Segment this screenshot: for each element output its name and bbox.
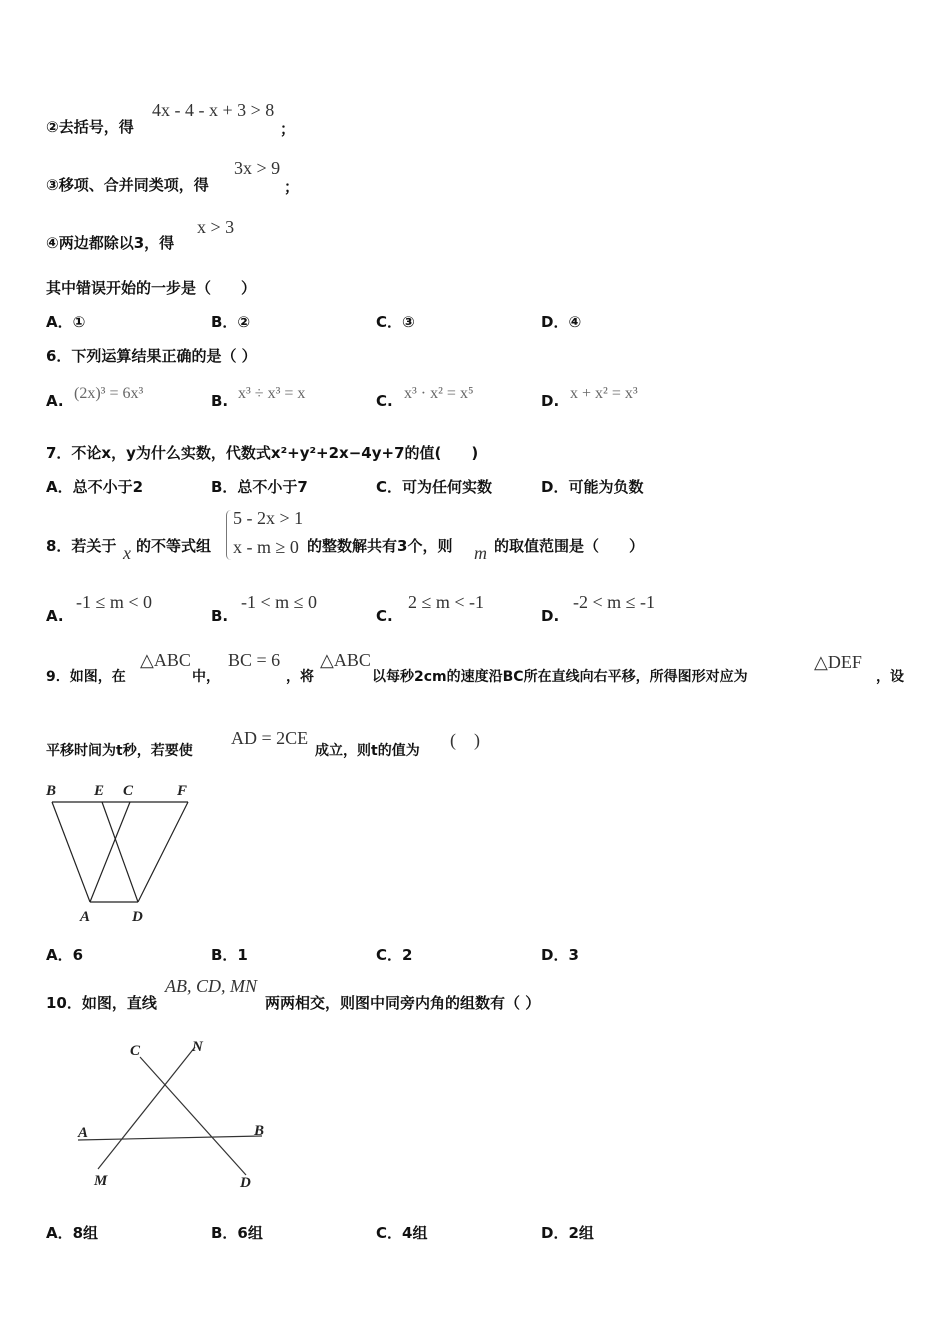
q8-ineq1: 5 - 2x > 1	[233, 508, 304, 528]
q8-option-d-label[interactable]: D.	[541, 607, 560, 625]
q6-option-c[interactable]: x³ · x² = x⁵	[404, 385, 474, 402]
q6-option-d[interactable]: x + x² = x³	[570, 385, 638, 402]
q9-option-b[interactable]: B．1	[211, 946, 248, 964]
q9-math2: BC = 6	[228, 650, 281, 670]
label-c: C	[130, 1043, 141, 1059]
q5-step3-end: ；	[284, 178, 300, 196]
q9-math3: △ABC	[320, 650, 371, 670]
q10-option-a[interactable]: A．8组	[46, 1224, 99, 1242]
q5-step3-text: ③移项、合并同类项，得	[46, 176, 209, 194]
q9-part6: 平移时间为t秒，若要使	[46, 743, 193, 759]
q5-step4-text: ④两边都除以3，得	[46, 234, 175, 252]
q10-part2: 两两相交，则图中同旁内角的组数有（ ）	[265, 994, 541, 1012]
q5-question: 其中错误开始的一步是（ ）	[46, 279, 257, 297]
q9-part5: ，设	[876, 669, 904, 685]
q8-mid: 的不等式组	[136, 537, 212, 555]
line-nm	[98, 1047, 195, 1169]
q6-option-a[interactable]: (2x)³ = 6x³	[74, 385, 144, 402]
label-e: E	[94, 783, 105, 799]
line-fd	[138, 802, 188, 902]
q8-brace	[226, 510, 231, 560]
q9-part7: 成立，则t的值为	[315, 743, 420, 759]
label-n: N	[192, 1039, 203, 1055]
line-ab	[78, 1136, 262, 1140]
label-d: D	[240, 1175, 251, 1191]
label-a: A	[80, 909, 91, 925]
q9-option-a[interactable]: A．6	[46, 946, 84, 964]
q5-step4-math: x > 3	[197, 217, 235, 237]
label-b: B	[46, 783, 57, 799]
label-m: M	[94, 1173, 108, 1189]
q5-step3-math: 3x > 9	[234, 158, 281, 178]
q7-option-c[interactable]: C．可为任何实数	[376, 478, 493, 496]
q6-option-d-label[interactable]: D.	[541, 392, 560, 410]
q9-option-c[interactable]: C．2	[376, 946, 413, 964]
q7-option-b[interactable]: B．总不小于7	[211, 478, 308, 496]
q10-figure-intersecting-lines	[70, 1035, 280, 1195]
label-b: B	[254, 1123, 265, 1139]
q8-option-b-label[interactable]: B.	[211, 607, 229, 625]
q5-step2-math: 4x - 4 - x + 3 > 8	[152, 100, 275, 120]
q5-step2-text: ②去括号，得	[46, 118, 134, 136]
q9-part3: ，将	[286, 669, 314, 685]
q8-prefix: 8．若关于	[46, 537, 117, 555]
q5-option-d[interactable]: D．④	[541, 313, 582, 331]
q8-option-c[interactable]: 2 ≤ m < -1	[408, 592, 485, 612]
q6-option-b[interactable]: x³ ÷ x³ = x	[238, 385, 306, 402]
q8-var-m: m	[474, 543, 487, 563]
q7-option-d[interactable]: D．可能为负数	[541, 478, 644, 496]
q9-figure-translated-triangles	[40, 775, 200, 930]
q8-var-x: x	[123, 543, 131, 563]
q10-option-d[interactable]: D．2组	[541, 1224, 594, 1242]
q5-step2-end: ；	[280, 120, 296, 138]
q8-option-a[interactable]: -1 ≤ m < 0	[76, 592, 153, 612]
q6-option-c-label[interactable]: C.	[376, 392, 393, 410]
q5-option-a[interactable]: A．①	[46, 313, 86, 331]
q10-part1: 10．如图，直线	[46, 994, 157, 1012]
q8-ineq2: x - m ≥ 0	[233, 537, 299, 557]
q6-option-a-label[interactable]: A.	[46, 392, 64, 410]
q7-question: 7．不论x，y为什么实数，代数式x²+y²+2x−4y+7的值( )	[46, 444, 479, 462]
q9-math1: △ABC	[140, 650, 191, 670]
line-ba	[52, 802, 90, 902]
q8-option-b[interactable]: -1 < m ≤ 0	[241, 592, 318, 612]
q10-math1: AB, CD, MN	[165, 976, 257, 996]
q8-suffix: 的取值范围是（ ）	[494, 537, 645, 555]
q8-mid2: 的整数解共有3个，则	[307, 537, 453, 555]
line-cd	[140, 1057, 246, 1175]
q9-math5: AD = 2CE	[231, 728, 309, 748]
q9-math4: △DEF	[814, 652, 862, 672]
q5-option-b[interactable]: B．②	[211, 313, 251, 331]
q9-part1: 9．如图，在	[46, 669, 126, 685]
q8-option-d[interactable]: -2 < m ≤ -1	[573, 592, 656, 612]
q7-option-a[interactable]: A．总不小于2	[46, 478, 144, 496]
q6-question: 6．下列运算结果正确的是（ ）	[46, 347, 257, 365]
label-d: D	[132, 909, 143, 925]
label-c: C	[123, 783, 134, 799]
q6-option-b-label[interactable]: B.	[211, 392, 229, 410]
q9-part4: 以每秒2cm的速度沿BC所在直线向右平移，所得图形对应为	[372, 669, 748, 685]
q8-option-c-label[interactable]: C.	[376, 607, 393, 625]
q10-option-c[interactable]: C．4组	[376, 1224, 428, 1242]
q5-option-c[interactable]: C．③	[376, 313, 415, 331]
q9-math6: ( )	[450, 730, 480, 750]
q9-option-d[interactable]: D．3	[541, 946, 579, 964]
q8-option-a-label[interactable]: A.	[46, 607, 64, 625]
line-ed	[102, 802, 138, 902]
label-a: A	[78, 1125, 89, 1141]
q9-part2: 中，	[192, 669, 220, 685]
q10-option-b[interactable]: B．6组	[211, 1224, 263, 1242]
label-f: F	[177, 783, 188, 799]
line-ca	[90, 802, 130, 902]
